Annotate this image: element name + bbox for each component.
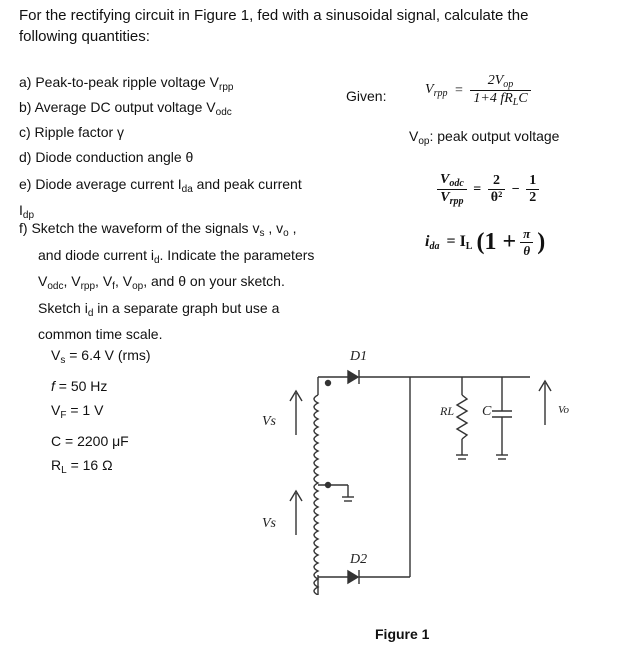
rl-resistor <box>457 395 467 439</box>
rectifier-circuit <box>240 335 600 595</box>
vrpp-formula: $V_{rpp}$ = $\frac{2V_{op}}{1+4 fR_LC}$ <box>425 73 531 108</box>
question-a: a) Peak-to-peak ripple voltage $V_{rpp}$ <box>19 74 234 93</box>
d2-diode <box>348 571 358 583</box>
c-label: C <box>482 404 492 419</box>
rl-label: RL <box>440 404 455 418</box>
value-f: f = 50 Hz <box>51 377 108 394</box>
value-rl: $R_L = 16$ Ω <box>51 457 113 476</box>
given-values <box>51 343 151 484</box>
d2-label: D2 <box>350 552 368 567</box>
vs-top-label: Vs <box>262 414 276 429</box>
problem-intro: For the rectifying circuit in Figure 1, fed with a sinusoidal signal, calculate the following quantities: <box>19 7 529 45</box>
d1-label: D1 <box>350 349 368 364</box>
value-vf: $V_F = 1$ V <box>51 402 104 421</box>
figure-label: Figure 1 <box>375 626 430 642</box>
vs-bottom-label: Vs <box>262 516 276 531</box>
given-label: Given: <box>346 88 387 104</box>
ratio-formula: $\frac{V_{odc}}{V_{rpp}}$ = $\frac{2}{\text{θ²}}$ − $\frac{1}{2}$ <box>437 172 539 207</box>
vop-definition: $V_{op}$: peak output voltage <box>409 128 560 147</box>
transformer-coil-top <box>314 395 318 595</box>
question-b: b) Average DC output voltage $V_{odc}$ <box>19 99 232 118</box>
ida-formula: $i_{da} = I_L$ (1 + $\frac{\pi}{\theta}$ ) <box>425 226 546 258</box>
value-c: C = 2200 μF <box>51 432 129 449</box>
question-d: d) Diode conduction angle θ <box>19 149 194 165</box>
vo-label: Vo <box>558 404 569 416</box>
d1-diode <box>348 371 358 383</box>
question-c: c) Ripple factor γ <box>19 124 125 140</box>
question-e: e) Diode average current $I_{da}$ and peak current $I_{dp}$ <box>19 176 302 221</box>
value-vs: $V_s = 6.4$ V (rms) <box>51 347 151 366</box>
question-f: f) Sketch the waveform of the signals $v_s$ , $v_o$ , and diode current $i_d$. Indicate the parameters $V_{odc}$, $V_{rpp}$, $V_f$, $V_{op}$, and θ on your sketch. Sketch $i_d$ in a separate graph but use a common time scale. <box>19 220 315 342</box>
